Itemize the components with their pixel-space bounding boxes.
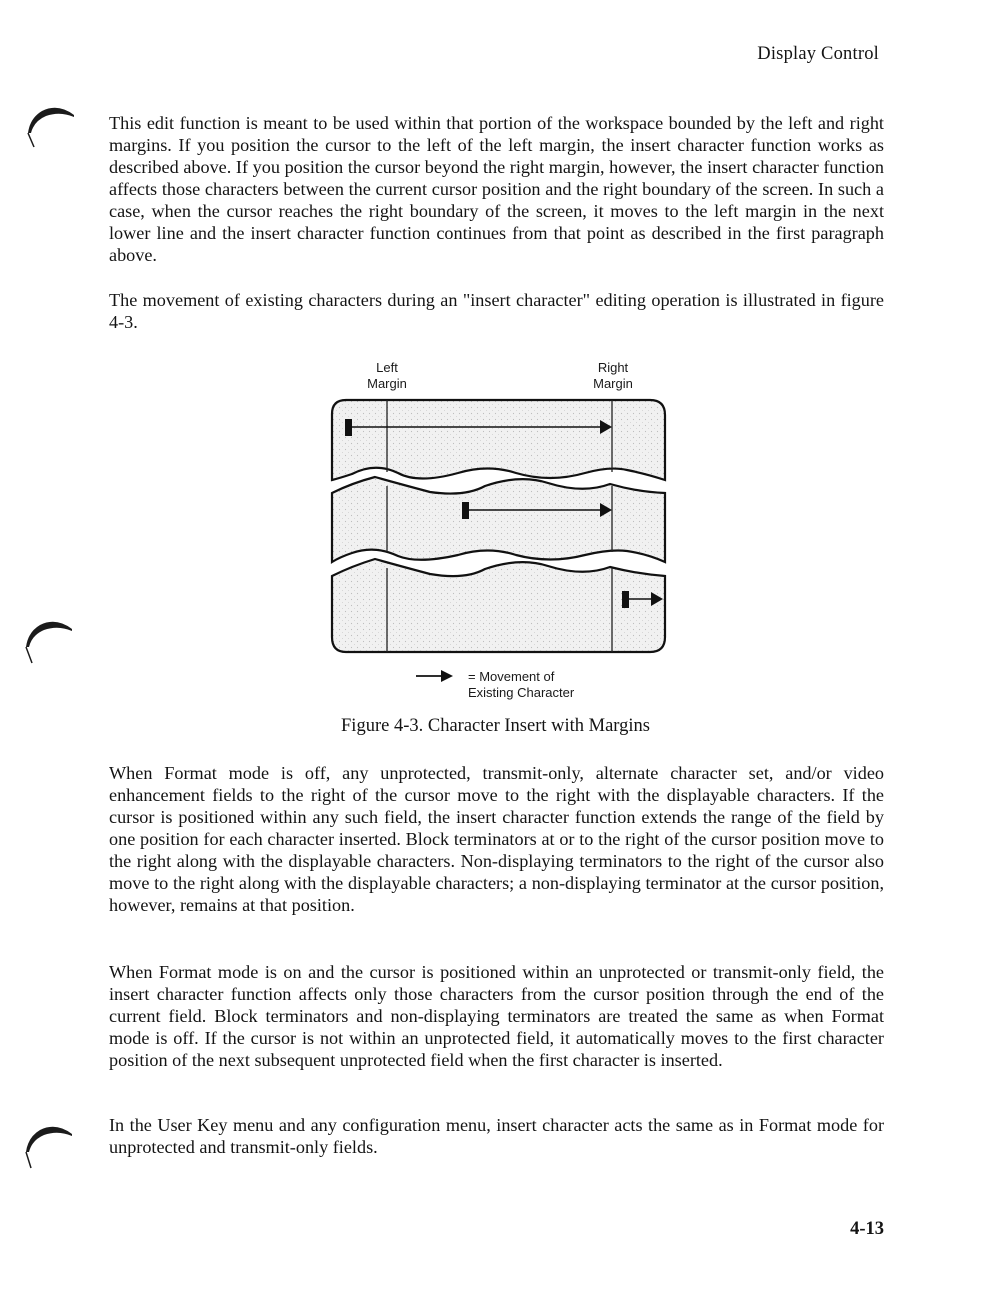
left-margin-label-line1: Left bbox=[376, 360, 398, 375]
legend-label-line2: Existing Character bbox=[468, 685, 575, 700]
paragraph-figure-intro: The movement of existing characters during an "insert character" editing operation is illustrated in figure 4-3. bbox=[109, 290, 884, 332]
page-corner-mark-icon bbox=[24, 103, 76, 151]
legend-arrow-icon bbox=[416, 670, 453, 682]
character-insert-figure bbox=[320, 352, 680, 712]
cursor-block-row2 bbox=[462, 502, 469, 519]
paragraph-format-mode-off: When Format mode is off, any unprotected, transmit-only, alternate character set, and/or video enhancement fields to the right of the cursor move to the right with the displayable characters. If the cursor is positioned within any such field, the insert character function extends the range of the field by one position for each character inserted. Block terminators at or to the right of the cursor position move to the right along with the displayable characters. Non-displaying terminators to the right of the cursor also move to the right along with the displayable characters; a non-displaying terminator at the cursor position, however, remains at that position. bbox=[109, 763, 884, 915]
paragraph-user-key-menu: In the User Key menu and any configuration menu, insert character acts the same as in Format mode for unprotected and transmit-only fields. bbox=[109, 1115, 884, 1157]
paragraph-format-mode-on: When Format mode is on and the cursor is positioned within an unprotected or transmit-only field, the insert character function affects only those characters from the cursor position through the end of the current field. Block terminators and non-displaying terminators are treated the same as when Format mode is off. If the cursor is not within an unprotected field, it automatically moves to the first character position of the next subsequent unprotected field when the first character is inserted. bbox=[109, 962, 884, 1070]
cursor-block-row1 bbox=[345, 419, 352, 436]
page-corner-mark-icon bbox=[22, 617, 74, 665]
screen-segment-bottom bbox=[332, 559, 665, 652]
right-margin-label-line1: Right bbox=[597, 360, 629, 375]
cursor-block-row3 bbox=[622, 591, 629, 608]
left-margin-label-line2: Margin bbox=[367, 376, 407, 391]
page-corner-mark-icon bbox=[22, 1122, 74, 1172]
page-header: Display Control bbox=[757, 44, 879, 64]
page-number: 4-13 bbox=[850, 1219, 884, 1239]
paragraph-margin-behavior: This edit function is meant to be used within that portion of the workspace bounded by the left and right margins. If you position the cursor to the left of the left margin, the insert character function works as described above. If you position the cursor beyond the right margin, however, the insert character function affects those characters between the current cursor position and the right boundary of the screen. In such a case, when the cursor reaches the right boundary of the screen, it moves to the left margin in the next lower line and the insert character function continues from that point as described in the first paragraph above. bbox=[109, 113, 884, 265]
screen-segment-top bbox=[332, 400, 665, 480]
legend-label-line1: = Movement of bbox=[468, 669, 555, 684]
screen-segment-middle bbox=[332, 477, 665, 562]
right-margin-label-line2: Margin bbox=[593, 376, 633, 391]
figure-caption: Figure 4-3. Character Insert with Margins bbox=[341, 716, 650, 736]
